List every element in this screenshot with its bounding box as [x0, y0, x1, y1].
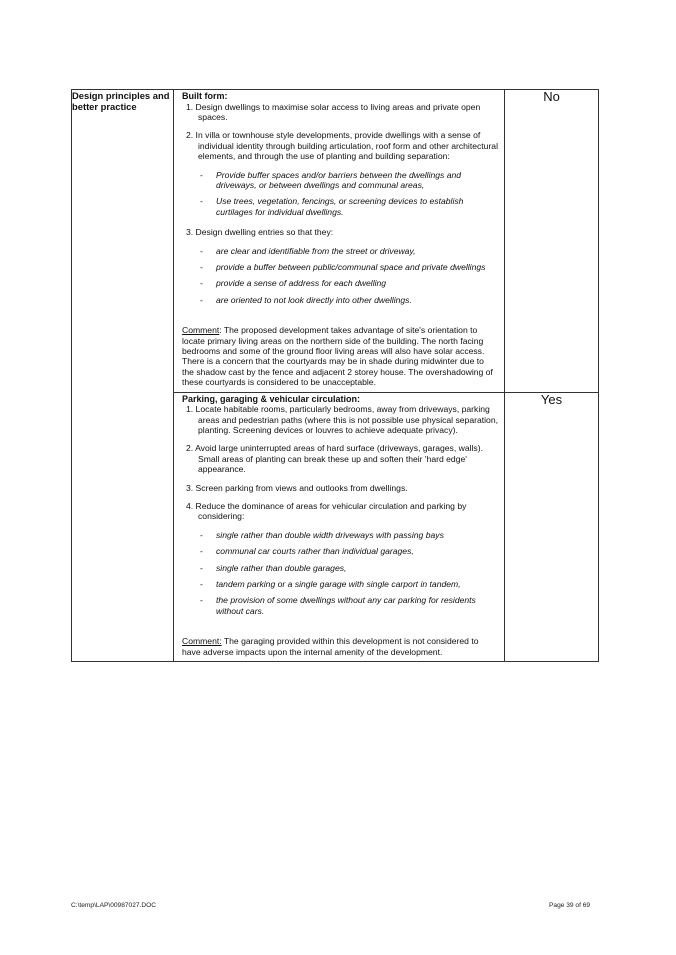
bullet-dash: -	[200, 196, 203, 207]
section-built-form	[174, 90, 505, 393]
bullet-text: communal car courts rather than individual garages,	[216, 546, 414, 557]
section-heading: Built form:	[182, 91, 228, 101]
bullet-item	[200, 196, 498, 217]
bullet-dash: -	[200, 546, 203, 557]
status-built-form: No	[505, 90, 599, 393]
bullet-item	[200, 530, 498, 540]
section-parking	[174, 392, 505, 661]
bullet-text: single rather than double width driveways with passing bays	[216, 529, 444, 540]
numbered-item: 2. Avoid large uninterrupted areas of hard surface (driveways, garages, walls). Small areas of planting can break these up and soften their 'hard edge' appearance.	[186, 443, 483, 475]
comment-paragraph	[182, 325, 498, 387]
bullet-item	[200, 170, 498, 191]
bullet-text: provide a sense of address for each dwelling	[216, 278, 387, 289]
bullet-item	[200, 595, 498, 616]
numbered-item: 1. Design dwellings to maximise solar access to living areas and private open spaces.	[186, 101, 481, 122]
comment-text: The garaging provided within this development is not considered to have adverse impacts upon the internal amenity of the development.	[182, 636, 479, 657]
comment-text: : The proposed development takes advantage of site's orientation to locate primary living areas on the northern side of the building. The north facing bedrooms and some of the ground floor living areas will also have solar access. There is a concern that the courtyards may be in shade during midwinter due to the shadow cast by the fence and adjacent 2 storey house. The overshadowing of these courtyards is considered to be unacceptable.	[182, 325, 493, 388]
numbered-item: 3. Design dwelling entries so that they:	[186, 227, 334, 238]
bullet-text: provide a buffer between public/communal space and private dwellings	[216, 261, 486, 272]
bullet-text: Provide buffer spaces and/or barriers between the dwellings and driveways, or between dwellings and communal areas,	[216, 169, 462, 190]
bullet-dash: -	[200, 294, 203, 305]
bullet-text: tandem parking or a single garage with single carport in tandem,	[216, 579, 461, 589]
bullet-item	[200, 563, 498, 573]
status-parking: Yes	[505, 392, 599, 661]
section-heading: Parking, garaging & vehicular circulation:	[182, 393, 361, 404]
bullet-text: are oriented to not look directly into other dwellings.	[216, 294, 412, 305]
numbered-item: 1. Locate habitable rooms, particularly bedrooms, away from driveways, parking areas and pedestrian paths (where this is not possible use physical separation, planting. Screening devices or louvres to achieve adequate privacy).	[186, 404, 499, 435]
comment-label: Comment:	[182, 636, 222, 647]
row-label: Design principles and better practice	[72, 90, 174, 662]
footer-page-number: Page 39 of 69	[549, 902, 591, 909]
numbered-item: 3. Screen parking from views and outlooks from dwellings.	[186, 482, 408, 493]
bullet-dash: -	[200, 562, 203, 573]
bullet-dash: -	[200, 579, 203, 589]
bullet-text: are clear and identifiable from the street or driveway,	[216, 245, 416, 256]
bullet-dash: -	[200, 529, 203, 540]
numbered-item: 2. In villa or townhouse style developments, provide dwellings with a sense of individual identity through building articulation, roof form and other architectural elements, and through the use of planting and building separation:	[186, 130, 498, 162]
bullet-item	[200, 262, 498, 272]
bullet-dash: -	[200, 595, 203, 606]
bullet-dash: -	[200, 261, 203, 272]
bullet-dash: -	[200, 278, 203, 289]
numbered-item: 4. Reduce the dominance of areas for vehicular circulation and parking by considering:	[186, 500, 467, 522]
bullet-text: single rather than double garages,	[216, 562, 347, 573]
bullet-dash: -	[200, 169, 203, 180]
table-row	[72, 90, 599, 393]
assessment-table	[71, 89, 599, 662]
footer-file-path: C:\temp\LAP\00987027.DOC	[71, 902, 157, 909]
bullet-item	[200, 579, 498, 589]
comment-paragraph	[182, 636, 498, 657]
bullet-item	[200, 246, 498, 256]
bullet-text: the provision of some dwellings without any car parking for residents without cars.	[216, 595, 476, 616]
bullet-dash: -	[200, 245, 203, 256]
bullet-item	[200, 278, 498, 288]
bullet-text: Use trees, vegetation, fencings, or screening devices to establish curtilages for individual dwellings.	[216, 196, 464, 217]
comment-label: Comment	[182, 325, 220, 336]
bullet-item	[200, 546, 498, 556]
bullet-item	[200, 295, 498, 305]
